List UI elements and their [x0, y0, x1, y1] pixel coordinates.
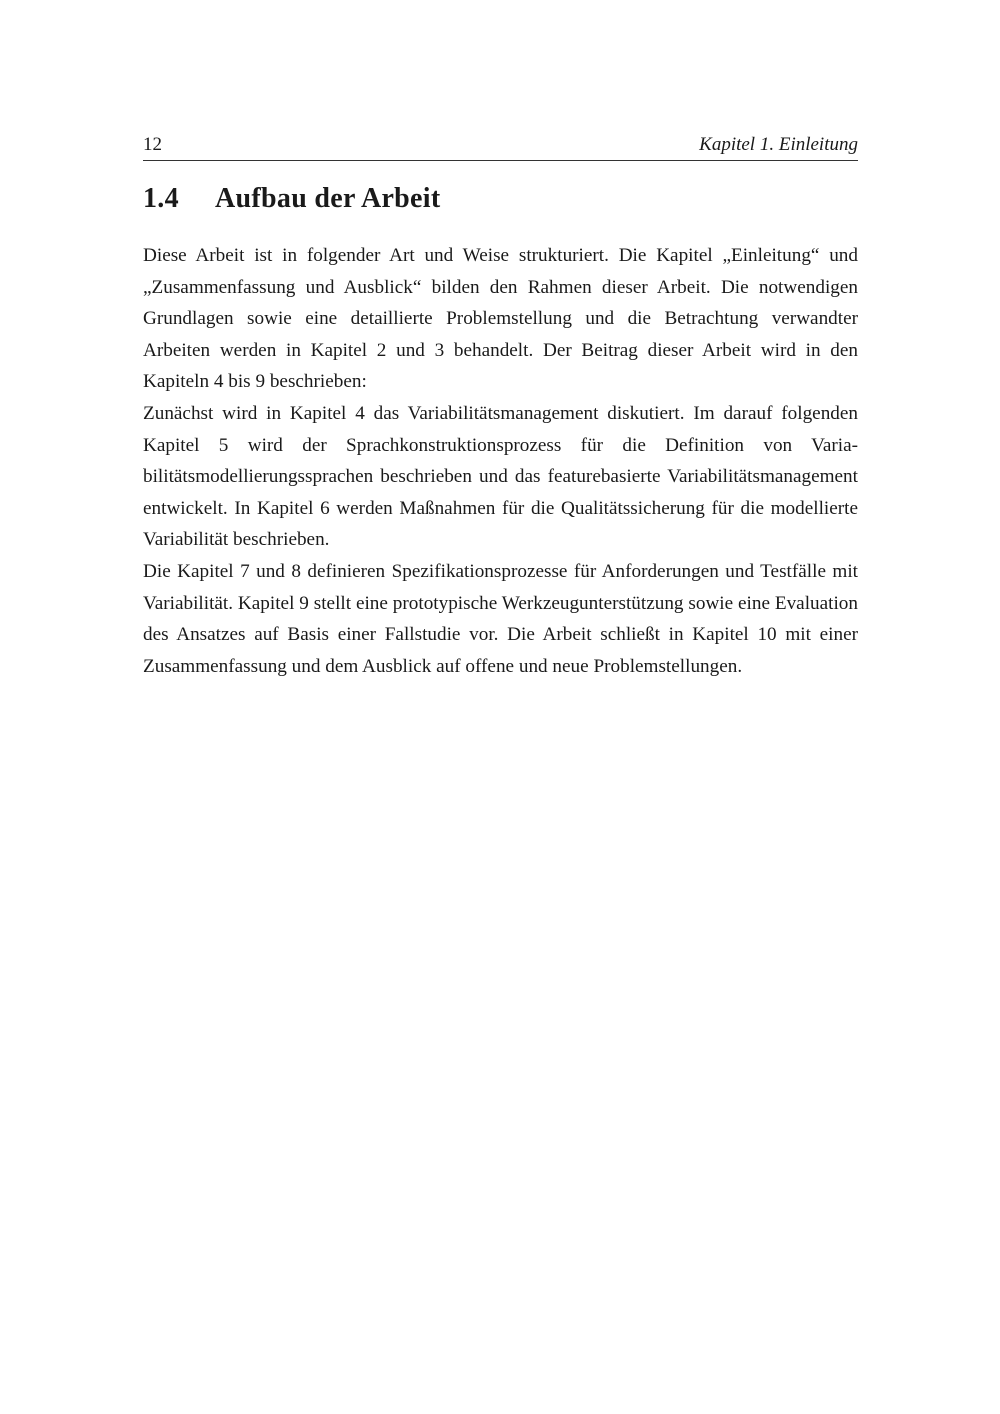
section-heading — [143, 183, 441, 215]
chapter-reference: Kapitel 1. Einleitung — [699, 134, 858, 155]
page-number: 12 — [143, 134, 162, 155]
paragraph-2: Zunächst wird in Kapitel 4 das Variabilitätsmanagement diskutiert. Im darauf folgenden Kapitel 5 wird der Sprachkonstruktionsprozess für die Definition von Variabilitätsmodellierungssprachen beschrieben und das featurebasierte Variabilitätsmanagement entwickelt. In Kapitel 6 werden Maßnahmen für die Qualitätssicherung für die modellierte Variabilität beschrieben. — [143, 402, 858, 551]
section-number: 1.4 — [143, 183, 179, 214]
paragraph-3: Die Kapitel 7 und 8 definieren Spezifikationsprozesse für Anforderungen und Testfälle mit Variabilität. Kapitel 9 stellt eine prototypische Werkzeugunterstützung sowie eine Evaluation des Ansatzes auf Basis einer Fallstudie vor. Die Arbeit schließt in Kapitel 10 mit einer Zusammenfassung und dem Ausblick auf offene und neue Problemstellungen. — [143, 560, 858, 677]
paragraph-1: Diese Arbeit ist in folgender Art und Weise strukturiert. Die Kapitel „Einleitung“ und „Zusammenfassung und Ausblick“ bilden den Rahmen dieser Arbeit. Die notwendigen Grundlagen sowie eine detaillierte Problemstellung und die Betrachtung verwandter Arbeiten werden in Kapitel 2 und 3 behandelt. Der Beitrag dieser Arbeit wird in den Kapiteln 4 bis 9 beschrieben: — [143, 245, 858, 393]
running-header — [143, 132, 858, 161]
section-body — [143, 240, 858, 682]
section-title: Aufbau der Arbeit — [215, 183, 441, 214]
